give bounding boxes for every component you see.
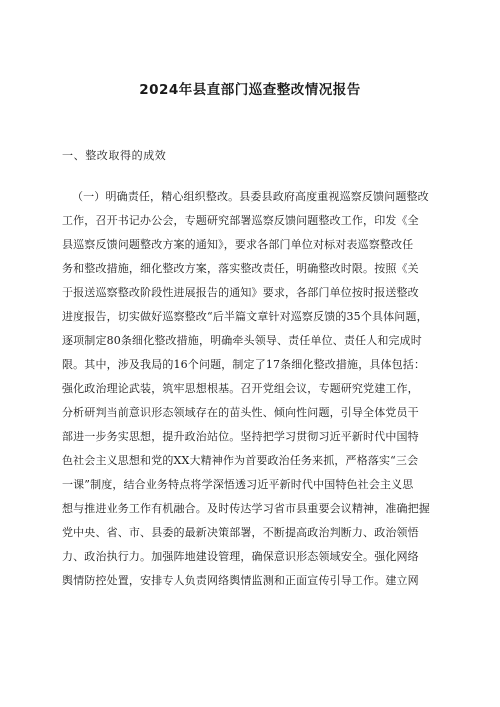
paragraph-line: 分析研判当前意识形态领域存在的苗头性、倾向性问题，引导全体党员干 [62,406,419,419]
paragraph-line: 一课”制度，结合业务特点将学深悟透习近平新时代中国特色社会主义思 [62,478,414,491]
paragraph-line: 进度报告，切实做好巡察整改“后半篇文章针对巡察反馈的35个具体问题， [62,310,428,323]
body-paragraph [62,185,436,593]
paragraph-line: 限。其中，涉及我局的16个问题，制定了17条细化整改措施，具体包括： [62,358,426,371]
paragraph-line: 色社会主义思想和党的XX大精神作为首要政治任务来抓，严格落实“三会 [62,454,419,467]
paragraph-line: 力、政治执行力。加强阵地建设管理，确保意识形态领域安全。强化网络 [62,550,419,563]
paragraph-line: 县巡察反馈问题整改方案的通知》，要求各部门单位对标对表巡察整改任 [62,238,414,251]
paragraph-line: 强化政治理论武装，筑牢思想根基。召开党组会议，专题研究党建工作， [62,382,419,395]
paragraph-line: 党中央、省、市、县委的最新决策部署，不断提高政治判断力、政治领悟 [62,526,419,539]
paragraph-line: 逐项制定80条细化整改措施，明确牵头领导、责任单位、责任人和完成时 [62,334,422,347]
document-title: 2024年县直部门巡查整改情况报告 [139,82,361,98]
paragraph-line: 于报送巡察整改阶段性进展报告的通知》要求，各部门单位按时报送整改 [62,286,419,299]
paragraph-line: 工作，召开书记办公会，专题研究部署巡察反馈问题整改工作，印发《全 [62,214,419,227]
paragraph-line: 舆情防控处置，安排专人负责网络舆情监测和正面宣传引导工作。建立网 [62,574,419,587]
paragraph-line: 部进一步务实思想，提升政治站位。坚持把学习贯彻习近平新时代中国特 [62,430,419,443]
section-heading: 一、整改取得的成效 [62,149,167,162]
paragraph-line: （一）明确责任，精心组织整改。县委县政府高度重视巡察反馈问题整改 [72,190,429,203]
paragraph-line: 务和整改措施，细化整改方案，落实整改责任，明确整改时限。按照《关 [62,262,419,275]
paragraph-line: 想与推进业务工作有机融合。及时传达学习省市县重要会议精神，准确把握 [62,502,430,515]
